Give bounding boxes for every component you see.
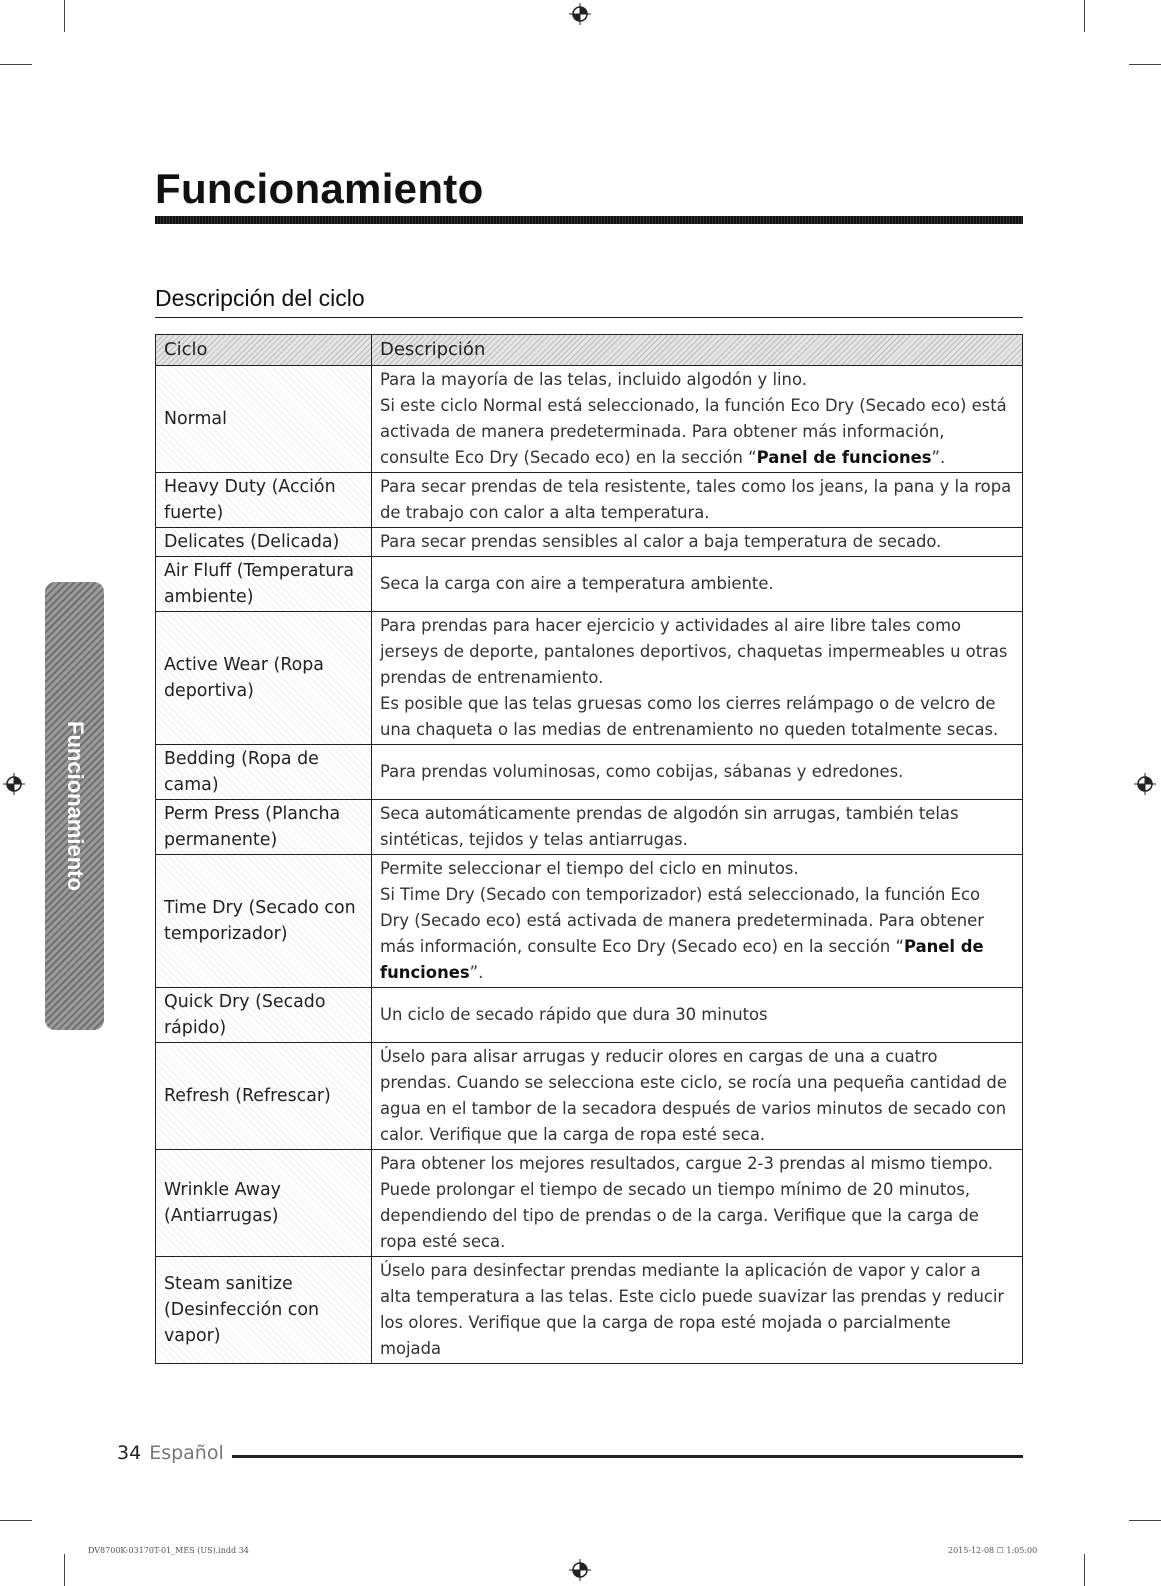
description-paragraph [380,882,1014,986]
cycle-name: Perm Press (Plancha permanente) [156,800,372,855]
print-slug-date: 2015-12-08 ☐ 1:05:00 [948,1546,1038,1555]
crop-mark [64,1554,65,1586]
table-row [156,557,1023,612]
description-paragraph [380,1151,1014,1255]
cycle-name: Wrinkle Away (Antiarrugas) [156,1150,372,1257]
cycle-description [372,366,1023,473]
cycle-name: Normal [156,366,372,473]
cycle-name: Air Fluff (Temperatura ambiente) [156,557,372,612]
footer-language: Español [149,1442,224,1464]
cycle-description [372,988,1023,1043]
cycle-name: Time Dry (Secado con temporizador) [156,855,372,988]
description-paragraph [380,759,1014,785]
title-rule [155,216,1023,224]
table-row [156,1043,1023,1150]
description-paragraph [380,856,1014,882]
cycle-name: Active Wear (Ropa deportiva) [156,612,372,745]
description-text: Para la mayoría de las telas, incluido algodón y lino. [380,370,807,389]
description-text: Para prendas para hacer ejercicio y actividades al aire libre tales como jerseys de deporte, pantalones deportivos, chaquetas impermeables u otras prendas de entrenamiento. [380,616,1008,687]
cycle-name: Delicates (Delicada) [156,528,372,557]
description-text: Si Time Dry (Secado con temporizador) está seleccionado, la función Eco Dry (Secado eco) está activada de manera predeterminada. Para obtener más información, consulte Eco Dry (Secado eco) en la sección “ [380,885,984,956]
section-heading: Descripción del ciclo [155,285,365,311]
print-slug-file: DV8700K-03170T-01_MES (US).indd 34 [88,1546,249,1555]
description-text: Es posible que las telas gruesas como los cierres relámpago o de velcro de una chaqueta o las medias de entrenamiento no queden totalmente secas. [380,694,999,739]
table-header-row [156,335,1023,366]
crop-mark [0,64,32,65]
crop-mark [1129,1520,1161,1521]
description-text: Para secar prendas sensibles al calor a baja temperatura de secado. [380,532,942,551]
table-row [156,800,1023,855]
description-text: Para secar prendas de tela resistente, tales como los jeans, la pana y la ropa de trabajo con calor a alta temperatura. [380,477,1012,522]
description-paragraph [380,367,1014,393]
cycle-table-body [156,366,1023,1364]
description-paragraph [380,474,1014,526]
table-row [156,528,1023,557]
description-paragraph [380,1258,1014,1362]
registration-mark-icon [569,1559,591,1581]
registration-mark-icon [3,773,25,795]
description-text: Un ciclo de secado rápido que dura 30 minutos [380,1005,768,1024]
crop-mark [1129,64,1161,65]
section-rule [155,317,1023,318]
chapter-side-tab [45,582,104,1030]
crop-mark [1084,1554,1085,1586]
table-row [156,988,1023,1043]
table-row [156,1257,1023,1364]
cycle-description [372,855,1023,988]
page-number: 34 [117,1442,142,1464]
description-text: Úselo para desinfectar prendas mediante la aplicación de vapor y calor a alta temperatura a las telas. Este ciclo puede suavizar las prendas y reducir los olores. Verifique que la carga de ropa esté mojada o parcialmente mojada [380,1261,1005,1358]
cycle-description [372,557,1023,612]
description-text: Si este ciclo Normal está seleccionado, la función Eco Dry (Secado eco) está activada de manera predeterminada. Para obtener más información, consulte Eco Dry (Secado eco) en la sección “ [380,396,1007,467]
registration-mark-icon [569,3,591,25]
cycle-description [372,745,1023,800]
description-paragraph [380,529,1014,555]
description-paragraph [380,1044,1014,1148]
table-row [156,745,1023,800]
footer-rule [232,1455,1023,1458]
chapter-side-tab-label: Funcionamiento [62,721,88,891]
description-text: Seca automáticamente prendas de algodón sin arrugas, también telas sintéticas, tejidos y telas antiarrugas. [380,804,959,849]
description-text: ”. [931,448,946,467]
cycle-description [372,1043,1023,1150]
crop-mark [1084,0,1085,32]
cycle-name: Refresh (Refrescar) [156,1043,372,1150]
column-header-description: Descripción [372,335,1023,366]
description-paragraph [380,571,1014,597]
page-footer [117,1442,224,1464]
table-row [156,1150,1023,1257]
cycle-name: Bedding (Ropa de cama) [156,745,372,800]
description-paragraph [380,613,1014,691]
table-row [156,855,1023,988]
description-text: ”. [469,963,484,982]
description-paragraph [380,1002,1014,1028]
cycle-description [372,612,1023,745]
description-text: Permite seleccionar el tiempo del ciclo en minutos. [380,859,799,878]
cycle-table [155,334,1023,1364]
description-text: Para prendas voluminosas, como cobijas, sábanas y edredones. [380,762,904,781]
description-paragraph [380,691,1014,743]
section-reference: Panel de funciones [380,937,984,982]
crop-mark [64,0,65,32]
cycle-description [372,528,1023,557]
description-text: Seca la carga con aire a temperatura ambiente. [380,574,774,593]
description-paragraph [380,393,1014,471]
description-text: Para obtener los mejores resultados, cargue 2-3 prendas al mismo tiempo. Puede prolongar el tiempo de secado un tiempo mínimo de 20 minutos, dependiendo del tipo de prendas o de la carga. Verifique que la carga de ropa esté seca. [380,1154,994,1251]
cycle-description [372,800,1023,855]
cycle-description [372,473,1023,528]
cycle-name: Quick Dry (Secado rápido) [156,988,372,1043]
description-paragraph [380,801,1014,853]
table-row [156,366,1023,473]
cycle-name: Steam sanitize (Desinfección con vapor) [156,1257,372,1364]
description-text: Úselo para alisar arrugas y reducir olores en cargas de una a cuatro prendas. Cuando se selecciona este ciclo, se rocía una pequeña cantidad de agua en el tambor de la secadora después de varios minutos de secado con calor. Verifique que la carga de ropa esté seca. [380,1047,1007,1144]
crop-mark [0,1520,32,1521]
column-header-cycle: Ciclo [156,335,372,366]
registration-mark-icon [1134,773,1156,795]
table-row [156,473,1023,528]
cycle-description [372,1257,1023,1364]
table-row [156,612,1023,745]
section-reference: Panel de funciones [756,448,932,467]
page-title: Funcionamiento [155,165,484,212]
cycle-description [372,1150,1023,1257]
cycle-name: Heavy Duty (Acción fuerte) [156,473,372,528]
